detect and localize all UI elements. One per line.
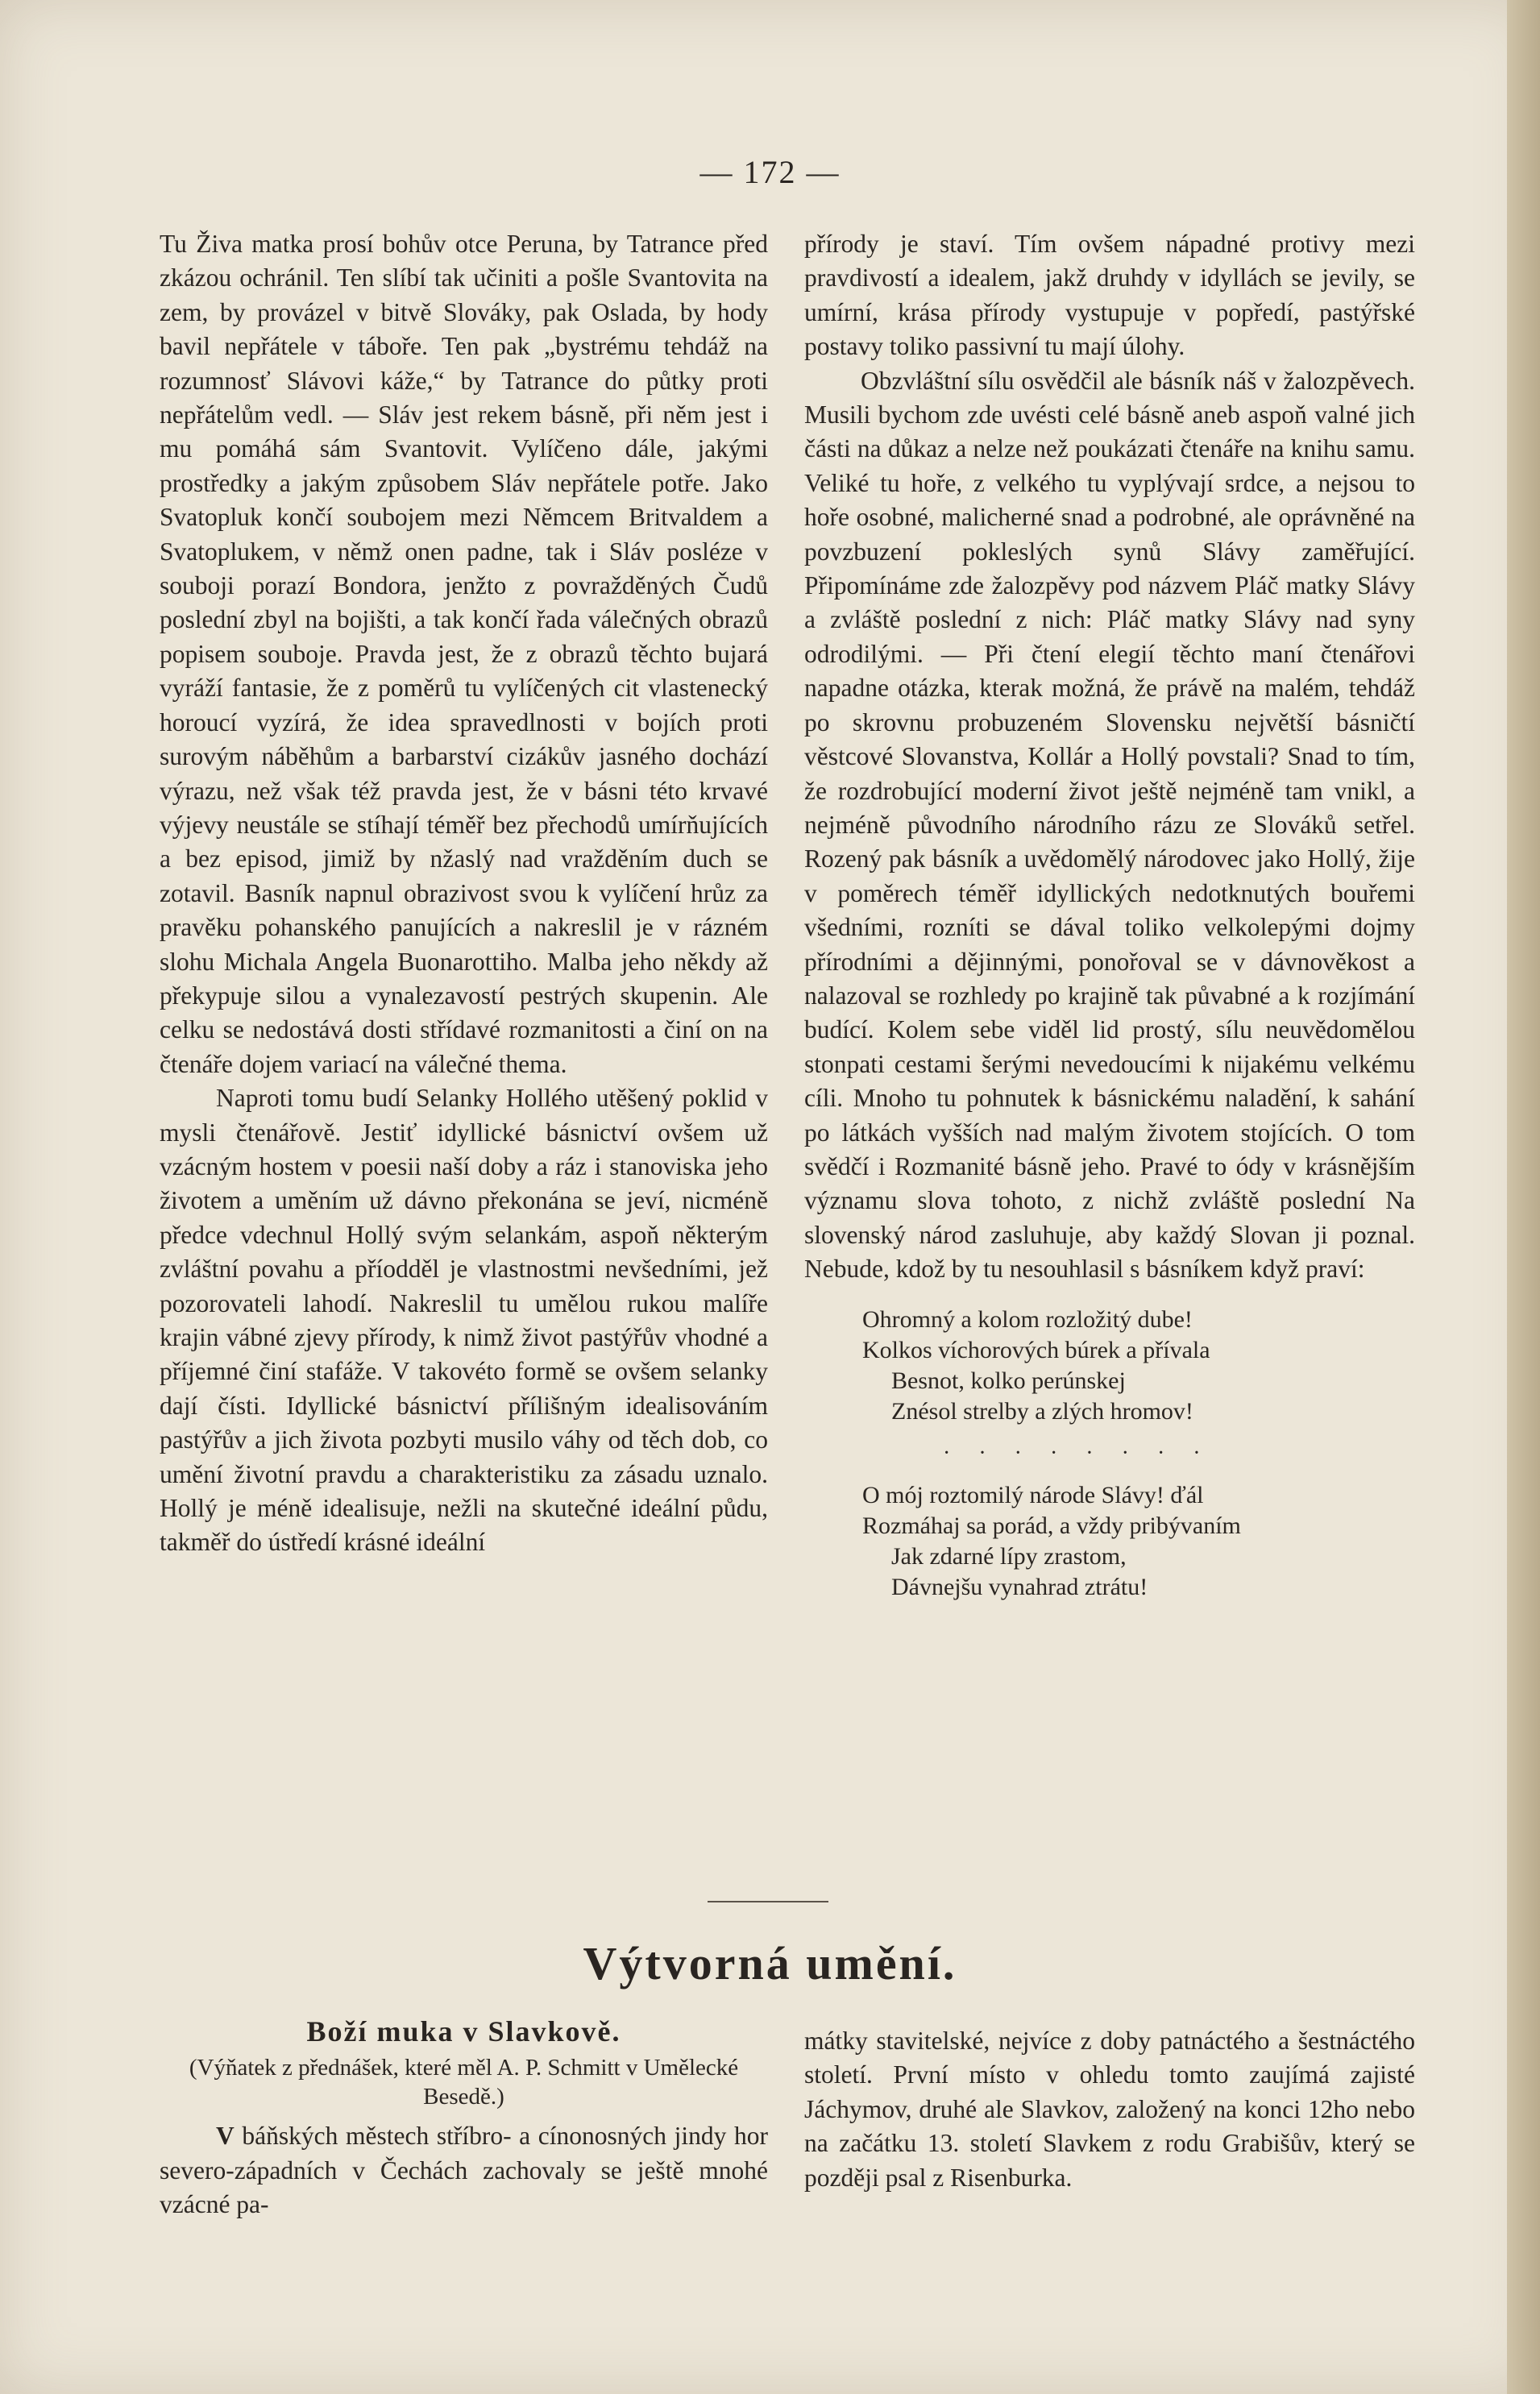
poem-line: O mój roztomilý národe Slávy! ďál (862, 1481, 1204, 1508)
poem-line: Znésol strelby a zlých hromov! (891, 1397, 1193, 1425)
poem-stanza (862, 1305, 1415, 1427)
paragraph (160, 2119, 768, 2222)
poem-line: Besnot, kolko perúnskej (891, 1367, 1126, 1394)
poem-line: Ohromný a kolom rozložitý dube! (862, 1305, 1193, 1333)
paragraph: mátky stavitelské, nejvíce z doby patnáctého a šestnáctého století. První místo v ohledu tomto zaujímá zajisté Jáchymov, druhé ale Slavkov, založený na konci 12ho nebo na začátku 13. století Slavkem z rodu Grabišův, který se později psal z Risenburka. (804, 2027, 1415, 2192)
paragraph: Naproti tomu budí Selanky Hollého utěšený poklid v mysli čtenářově. Jestiť idyllické básnictví ovšem už vzácným hostem v poesii naší doby a ráz i stanoviska jeho životem a uměním už dávno překonána se jeví, nicméně předce vdechnul Hollý svým selankám, aspoň některým zvláštní povahu a příodděl je vlastnostmi nevšedními, jež pozorovateli lahodí. Nakreslil tu umělou rukou malíře krajin vábné zjevy přírody, k nimž život pastýřův vhodné a příjemné činí stafáže. V takovéto formě se ovšem selanky dají čísti. Idyllické básnictví přílišným idealisováním pastýřův a jich života pozbyti musilo váhy od těch dob, co umění životní pravdu a charakteristiku za zásadu uznalo. Hollý je méně idealisuje, nežli na skutečné ideální půdu, takměř do ústředí krásné ideální (160, 1084, 768, 1557)
section-divider (708, 1901, 828, 1902)
article-body: báňských městech stříbro- a cínonosných jindy hor severo-západních v Čechách zachovaly se ještě mnohé vzácné pa- (160, 2122, 769, 2219)
poem-ellipsis: · · · · · · · · (943, 1440, 1212, 1466)
left-column (160, 227, 768, 1560)
poem-stanza (862, 1480, 1415, 1603)
poem-line: Rozmáhaj sa porád, a vždy pribývaním (862, 1512, 1241, 1539)
poem-line: Dávnejšu vynahrad ztrátu! (891, 1573, 1148, 1600)
poem-line: Kolkos víchorových búrek a přívala (862, 1336, 1210, 1363)
poem-line: Jak zdarné lípy zrastom, (891, 1542, 1127, 1570)
poem (804, 1305, 1415, 1603)
section-title: Výtvorná umění. (583, 1937, 957, 1989)
paragraph: Obzvláštní sílu osvědčil ale básník náš v žalozpěvech. Musili bychom zde uvésti celé básně aneb aspoň valné jich části na důkaz a nelze než poukázati čtenáře na knihu samu. Veliké tu hoře, z velkého tu vyplývají srdce, a nejsou to hoře osobné, malicherné snad a podrobné, ale oprávněné na povzbuzení pokleslých synů Slávy zaměřující. Připomínáme zde žalozpěvy pod názvem Pláč matky Slávy a zvláště poslední z nich: Pláč matky Slávy nad syny odrodilými. — Při čtení elegií těchto maní čtenářovi napadne otázka, kterak možná, že právě na malém, tehdáž po skrovnu probuzeném Slovensku největší básničtí věstcové Slovanstva, Kollár a Hollý povstali? Snad to tím, že rozdrobující moderní život ještě nejméně tam vnikl, a nejméně původního národního rázu ze Slováků setřel. Rozený pak básník a uvědomělý národovec jako Hollý, žije v poměrech téměř idyllických nedotknutých bouřemi všedními, rozníti se dával toliko velkolepými dojmy přírodními a dějinnými, ponořoval se v dávnověkost a nalazoval se rozhledy po krajině tak půvabné a k rozjímání budící. Kolem sebe viděl lid prostý, sílu neuvědomělou stonpati cestami šerými nevedoucími k nijakému velkému cíli. Mnoho tu pohnutek k básnickému naladění, k sahání po látkách vyšších nad malým životem stojících. O tom svědčí i Rozmanité básně jeho. Pravé to ódy v krásnějším významu slova tohoto, z nichž zvláště poslední Na slovenský národ zasluhuje, aby každý Slovan ji poznal. Nebude, kdož by tu nesouhlasil s básníkem když praví: (804, 366, 1415, 1284)
paragraph: Tu Živa matka prosí bohův otce Peruna, by Tatrance před zkázou ochránil. Ten slíbí tak učiniti a pošle Svantovita na zem, by provázel v bitvě Slováky, pak Oslada, by hody bavil nepřátele v táboře. Ten pak „bystrému tehdáž na rozumnosť Slávovi káže,“ by Tatrance do půtky proti nepřátelům vedl. — Sláv jest rekem básně, při něm jest i mu pomáhá sám Svantovit. Vylíčeno dále, jakými prostředky a jakým způsobem Sláv nepřátele potře. Jako Svatopluk končí soubojem mezi Němcem Britvaldem a Svatoplukem, v němž onen padne, tak i Sláv posléze v souboji porazí Bondora, jenžto z povražděných Čudů poslední zbyl na bojišti, a tak končí řada válečných obrazů popisem souboje. Pravda jest, že z obrazů těchto bujará vyráží fantasie, že z poměrů tu vylíčených cit vlastenecký horoucí vyzírá, že idea spravedlnosti v bojích proti surovým náběhům a barbarství cizákův jasného dochází výrazu, než však též pravda jest, že v básni této krvavé výjevy neustále se stíhají téměř bez přechodů umírňujících a bez episod, jimiž by nžaslý nad vražděním duch se zotavil. Basník napnul obrazivost svou k vylíčení hrůz za pravěku pohanského panujících a nakreslil je v rázném slohu Michala Angela Buonarottiho. Malba jeho někdy až překypuje silou a vynalezavostí pestrých skupenin. Ale celku se nedostává dosti střídavé rozmanitosti a činí on na čtenáře dojem variací na válečné thema. (160, 230, 768, 1078)
article-left-column (160, 2014, 768, 2222)
article-right-column (804, 2024, 1415, 2195)
right-column (804, 227, 1415, 1603)
source-note: (Výňatek z přednášek, které měl A. P. Schmitt v Umělecké Besedě.) (189, 2055, 739, 2110)
lead-word: V (216, 2122, 235, 2151)
page-number: — 172 — (699, 154, 841, 190)
article-title: Boží muka v Slavkově. (306, 2015, 621, 2048)
paragraph: přírody je staví. Tím ovšem nápadné protivy mezi pravdivostí a idealem, jakž druhdy v idyllách se jevily, se umírní, krása přírody vystupuje v popředí, pastýřské postavy toliko passivní tu mají úlohy. (804, 230, 1415, 361)
page-edge (1507, 0, 1540, 2394)
